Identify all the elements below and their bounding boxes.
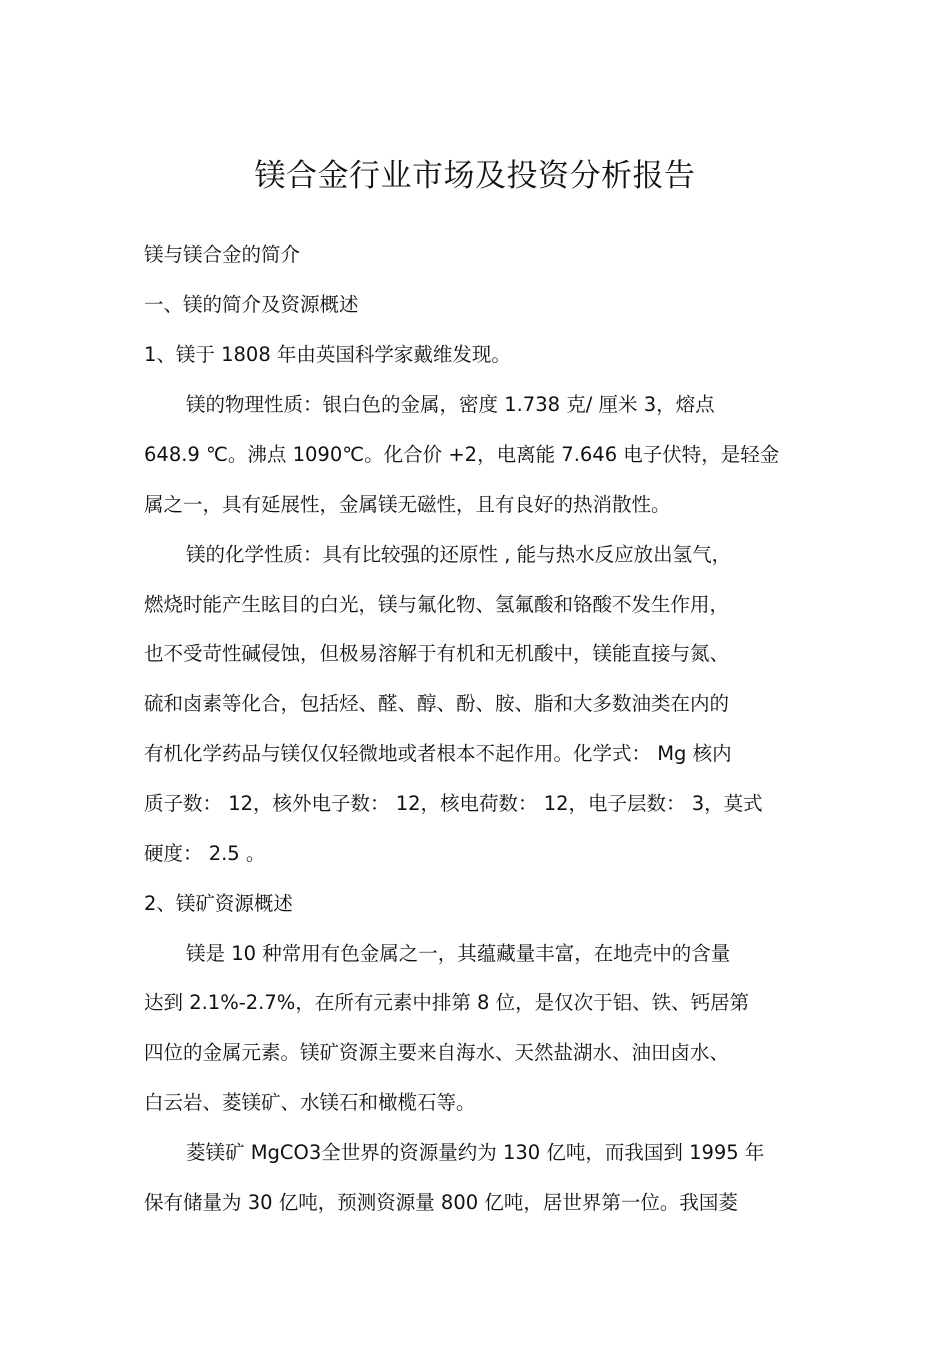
paragraph-resources-line-2: 达到 2.1%-2.7%，在所有元素中排第 8 位，是仅次于铝、铁、钙居第: [144, 991, 750, 1014]
paragraph-chemical-line-5: 有机化学药品与镁仅仅轻微地或者根本不起作用。化学式： Mg 核内: [144, 742, 732, 765]
paragraph-resources-line-4: 白云岩、菱镁矿、水镁石和橄榄石等。: [144, 1091, 476, 1114]
paragraph-resources-line-3: 四位的金属元素。镁矿资源主要来自海水、天然盐湖水、油田卤水、: [144, 1041, 730, 1064]
section-heading-intro: 镁与镁合金的简介: [144, 243, 301, 266]
paragraph-physical-line-1: 镁的物理性质：银白色的金属，密度 1.738 克/ 厘米 3，熔点: [186, 393, 715, 416]
paragraph-physical-line-2: 648.9 ℃。沸点 1090℃。化合价 +2，电离能 7.646 电子伏特，是轻金: [144, 443, 780, 466]
paragraph-magnesite-line-2: 保有储量为 30 亿吨，预测资源量 800 亿吨，居世界第一位。我国菱: [144, 1191, 738, 1214]
paragraph-resources-line-1: 镁是 10 种常用有色金属之一，其蕴藏量丰富，在地壳中的含量: [186, 942, 731, 965]
paragraph-physical-line-3: 属之一，具有延展性，金属镁无磁性，且有良好的热消散性。: [144, 493, 671, 516]
subsection-heading-discovery: 1、镁于 1808 年由英国科学家戴维发现。: [144, 343, 511, 366]
subsection-heading-resources: 2、镁矿资源概述: [144, 892, 293, 915]
page-title: 镁合金行业市场及投资分析报告: [254, 158, 696, 194]
paragraph-chemical-line-6: 质子数： 12，核外电子数： 12，核电荷数： 12，电子层数： 3，莫式: [144, 792, 763, 815]
paragraph-chemical-line-4: 硫和卤素等化合，包括烃、醛、醇、酚、胺、脂和大多数油类在内的: [144, 692, 730, 715]
section-heading-1: 一、镁的简介及资源概述: [144, 293, 359, 316]
paragraph-chemical-line-2: 燃烧时能产生眩目的白光，镁与氟化物、氢氟酸和铬酸不发生作用，: [144, 593, 730, 616]
paragraph-chemical-line-3: 也不受苛性碱侵蚀，但极易溶解于有机和无机酸中，镁能直接与氮、: [144, 642, 730, 665]
paragraph-magnesite-line-1: 菱镁矿 MgCO3全世界的资源量约为 130 亿吨，而我国到 1995 年: [186, 1141, 765, 1164]
paragraph-chemical-line-1: 镁的化学性质：具有比较强的还原性 , 能与热水反应放出氢气，: [186, 543, 732, 566]
paragraph-chemical-line-7: 硬度： 2.5 。: [144, 842, 266, 865]
